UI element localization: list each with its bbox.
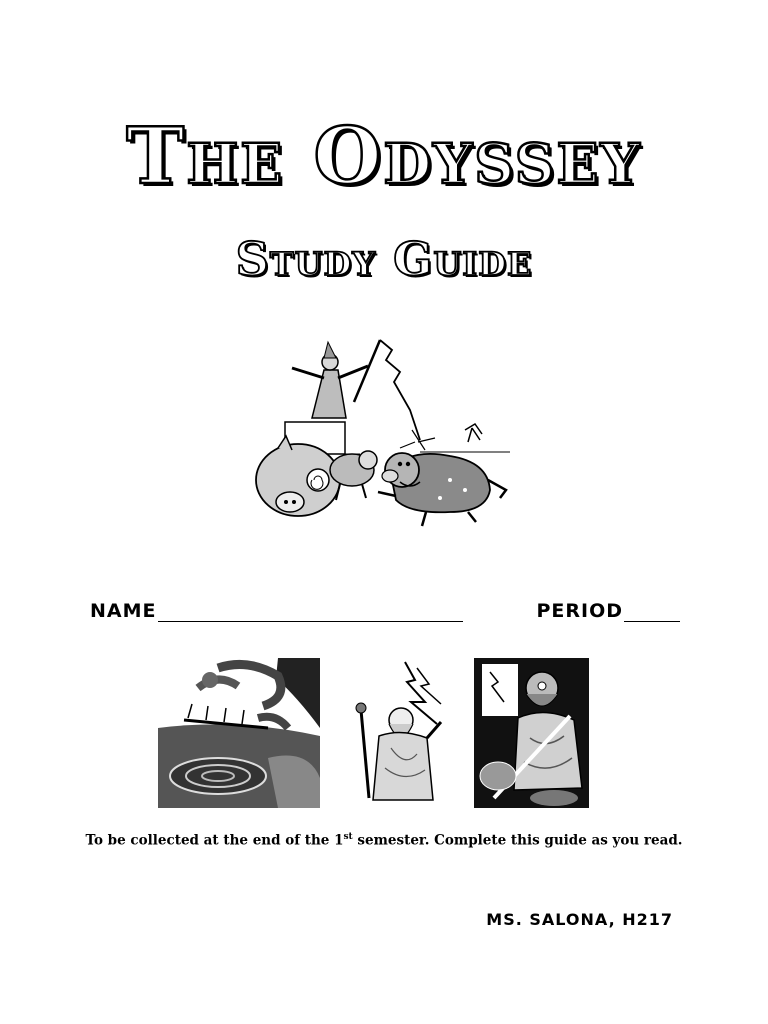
name-field[interactable] xyxy=(90,600,463,622)
zeus-illustration xyxy=(345,658,460,808)
collection-instructions xyxy=(0,832,768,849)
name-blank-line[interactable] xyxy=(158,601,463,622)
instructions-text-end: semester. Complete this guide as you read. xyxy=(352,832,683,849)
student-info-row xyxy=(90,600,680,630)
polyphemus-illustration xyxy=(474,658,589,808)
period-blank-line[interactable] xyxy=(624,601,680,622)
instructions-superscript: st xyxy=(343,832,353,842)
page-subtitle: Study Guide xyxy=(235,232,533,286)
teacher-info: MS. SALONA, H217 xyxy=(486,910,673,929)
circe-pigs-illustration xyxy=(250,330,520,540)
scylla-charybdis-illustration xyxy=(158,658,320,808)
period-field[interactable] xyxy=(536,600,680,622)
name-label: NAME xyxy=(90,600,157,622)
page-title: The Odyssey xyxy=(126,111,642,202)
period-label: PERIOD xyxy=(536,600,623,622)
instructions-text: To be collected at the end of the 1 xyxy=(85,832,344,849)
